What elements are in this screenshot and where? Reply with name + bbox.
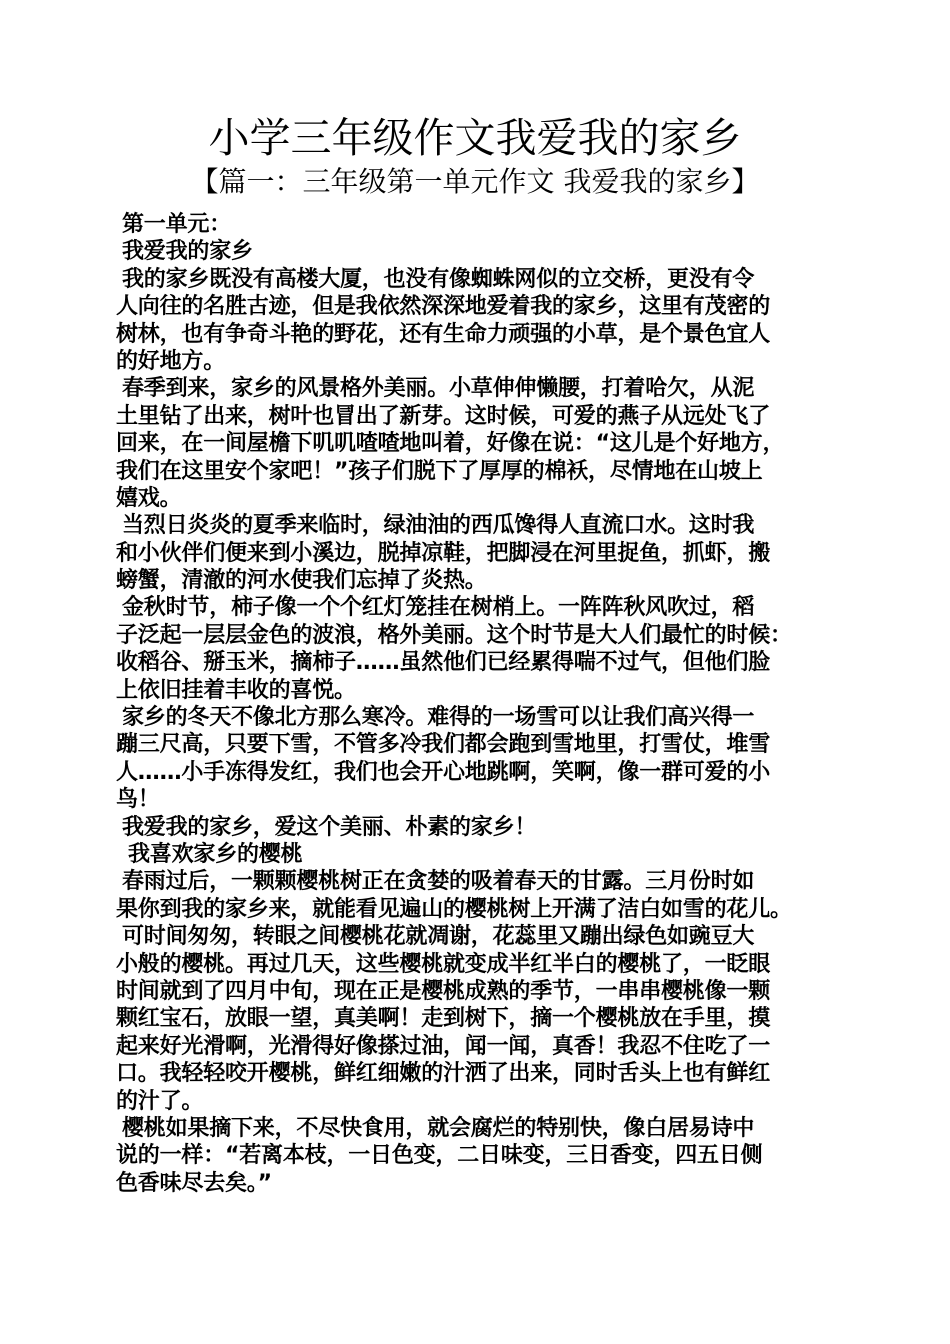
document-subtitle: 【篇一：三年级第一单元作文 我爱我的家乡】 xyxy=(190,165,760,198)
text-line: 可时间匆匆，转眼之间樱桃花就凋谢，花蕊里又蹦出绿色如豌豆大 xyxy=(122,924,755,950)
text-line: 说的一样：“若离本枝，一日色变，二日味变，三日香变，四五日侧 xyxy=(116,1143,763,1169)
text-line: 家乡的冬天不像北方那么寒冷。难得的一场雪可以让我们高兴得一 xyxy=(122,705,755,731)
text-line: 上依旧挂着丰收的喜悦。 xyxy=(116,677,356,703)
text-line: 我喜欢家乡的樱桃 xyxy=(128,841,303,867)
text-line: 子泛起一层层金色的波浪，格外美丽。这个时节是大人们最忙的时候： xyxy=(116,622,792,648)
text-line: 春季到来，家乡的风景格外美丽。小草伸伸懒腰，打着哈欠，从泥 xyxy=(122,376,755,402)
text-line: 颗红宝石，放眼一望，真美啊！走到树下，摘一个樱桃放在手里，摸 xyxy=(116,1006,771,1032)
document-title: 小学三年级作文我爱我的家乡 xyxy=(208,114,742,162)
text-line: 的好地方。 xyxy=(116,348,226,374)
text-line: 回来，在一间屋檐下叽叽喳喳地叫着，好像在说：“这儿是个好地方， xyxy=(116,431,785,457)
text-line: 第一单元： xyxy=(122,212,232,237)
text-line: 人向往的名胜古迹，但是我依然深深地爱着我的家乡，这里有茂密的 xyxy=(116,294,771,320)
text-line: 的汁了。 xyxy=(116,1088,204,1114)
text-line: 收稻谷、掰玉米，摘柿子……虽然他们已经累得喘不过气，但他们脸 xyxy=(116,650,771,676)
document-body xyxy=(116,211,838,1197)
text-line: 蹦三尺高，只要下雪，不管多冷我们都会跑到雪地里，打雪仗，堆雪 xyxy=(116,732,771,758)
text-line: 我们在这里安个家吧！”孩子们脱下了厚厚的棉袄，尽情地在山坡上 xyxy=(116,458,763,484)
text-line: 金秋时节，柿子像一个个红灯笼挂在树梢上。一阵阵秋风吹过，稻 xyxy=(122,595,755,621)
text-line: 色香味尽去矣。” xyxy=(116,1170,272,1196)
text-line: 春雨过后，一颗颗樱桃树正在贪婪的吸着春天的甘露。三月份时如 xyxy=(122,869,755,895)
text-line: 我爱我的家乡 xyxy=(122,239,253,265)
text-line: 树林，也有争奇斗艳的野花，还有生命力顽强的小草，是个景色宜人 xyxy=(116,321,771,347)
text-line: 我爱我的家乡，爱这个美丽、朴素的家乡！ xyxy=(122,814,537,840)
text-line: 当烈日炎炎的夏季来临时，绿油油的西瓜馋得人直流口水。这时我 xyxy=(122,513,755,539)
text-line: 果你到我的家乡来，就能看见遍山的樱桃树上开满了洁白如雪的花儿。 xyxy=(116,896,792,922)
text-line: 樱桃如果摘下来，不尽快食用，就会腐烂的特别快，像白居易诗中 xyxy=(122,1115,755,1141)
text-line: 人……小手冻得发红，我们也会开心地跳啊，笑啊，像一群可爱的小 xyxy=(116,759,771,785)
text-line: 我的家乡既没有高楼大厦，也没有像蜘蛛网似的立交桥，更没有令 xyxy=(122,266,755,292)
text-line: 鸟！ xyxy=(116,787,160,813)
text-line: 起来好光滑啊，光滑得好像搽过油，闻一闻，真香！我忍不住吃了一 xyxy=(116,1033,771,1059)
text-line: 和小伙伴们便来到小溪边，脱掉凉鞋，把脚浸在河里捉鱼，抓虾，搬 xyxy=(116,540,771,566)
text-line: 嬉戏。 xyxy=(116,485,182,511)
text-line: 螃蟹，清澈的河水使我们忘掉了炎热。 xyxy=(116,568,487,594)
text-line: 小般的樱桃。再过几天，这些樱桃就变成半红半白的樱桃了，一眨眼 xyxy=(116,951,771,977)
text-line: 口。我轻轻咬开樱桃，鲜红细嫩的汁洒了出来，同时舌头上也有鲜红 xyxy=(116,1061,771,1087)
text-line: 土里钻了出来，树叶也冒出了新芽。这时候，可爱的燕子从远处飞了 xyxy=(116,403,771,429)
text-line: 时间就到了四月中旬，现在正是樱桃成熟的季节，一串串樱桃像一颗 xyxy=(116,978,771,1004)
